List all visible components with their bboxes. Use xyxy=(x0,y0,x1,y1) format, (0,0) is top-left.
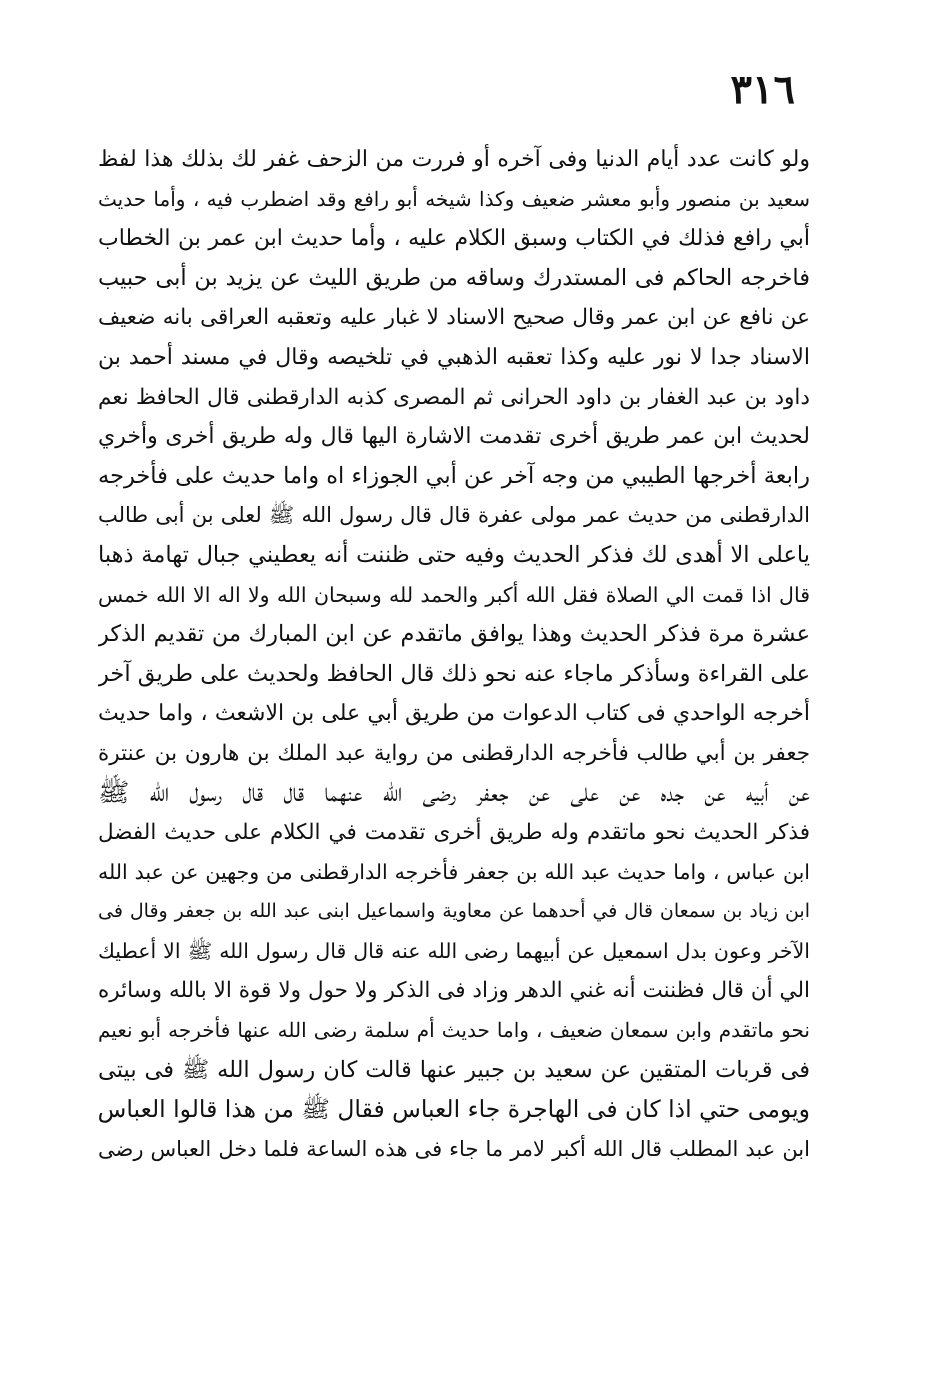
text-line: ابن عباس ، واما حديث عبد الله بن جعفر فأخرجه الدارقطنى من وجهين عن عبد الله xyxy=(98,859,810,884)
text-line: قال اذا قمت الي الصلاة فقل الله أكبر والحمد لله وسبحان الله ولا اله الا الله خمس xyxy=(98,582,810,607)
text-line: لحديث ابن عمر طريق أخرى تقدمت الاشارة اليها قال وله طريق أخرى وأخري xyxy=(98,424,810,450)
text-line: ولو كانت عدد أيام الدنيا وفى آخره أو فررت من الزحف غفر لك بذلك هذا لفظ xyxy=(98,147,810,172)
text-line: أخرجه الواحدي فى كتاب الدعوات من طريق أبي على بن الاشعث ، واما حديث xyxy=(98,701,810,727)
text-line: فذكر الحديث نحو ماتقدم وله طريق أخرى تقدمت في الكلام على حديث الفضل xyxy=(98,820,810,846)
text-line: ابن زياد بن سمعان قال في أحدهما عن معاوية واسماعيل ابنى عبد الله بن جعفر وقال فى xyxy=(98,900,810,923)
text-line: عن نافع عن ابن عمر وقال صحيح الاسناد لا غبار عليه وتعقبه العراقى بانه ضعيف xyxy=(98,305,810,331)
text-line: فى قربات المتقين عن سعيد بن جبير عنها قالت كان رسول الله ﷺ فى بيتى xyxy=(98,1056,810,1083)
text-line: ابن عبد المطلب قال الله أكبر لامر ما جاء فى هذه الساعة فلما دخل العباس رضى xyxy=(98,1136,810,1161)
text-line: فاخرجه الحاكم فى المستدرك وساقه من طريق الليث عن يزيد بن أبى حبيب xyxy=(98,264,810,291)
text-line: على القراءة وسأذكر ماجاء عنه نحو ذلك قال الحافظ ولحديث على طريق آخر xyxy=(98,660,810,687)
page-number: ٣١٦ xyxy=(730,66,795,113)
text-line: رابعة أخرجها الطيبي من وجه آخر عن أبي الجوزاء اه واما حديث على فأخرجه xyxy=(98,462,810,489)
text-line: سعيد بن منصور وأبو معشر ضعيف وكذا شيخه أبو رافع وقد اضطرب فيه ، وأما حديث xyxy=(98,186,810,211)
text-line: الدارقطنى من حديث عمر مولى عفرة قال قال رسول الله ﷺ لعلى بن أبى طالب xyxy=(98,503,810,528)
text-line: الاسناد جدا لا نور عليه وكذا تعقبه الذهبي في تلخيصه وقال في مسند أحمد بن xyxy=(98,344,810,370)
body-text xyxy=(98,140,810,1169)
text-line: أبي رافع فذلك في الكتاب وسبق الكلام عليه ، وأما حديث ابن عمر بن الخطاب xyxy=(98,226,810,252)
text-line: عشرة مرة فذكر الحديث وهذا يوافق ماتقدم عن ابن المبارك من تقديم الذكر xyxy=(98,621,810,648)
text-line: جعفر بن أبي طالب فأخرجه الدارقطنى من رواية عبد الملك بن هارون بن عنترة xyxy=(98,740,810,766)
text-line: ياعلى الا أهدى لك فذكر الحديث وفيه حتى ظننت أنه يعطيني جبال تهامة ذهبا xyxy=(98,541,810,568)
text-line: الآخر وعون بدل اسمعيل عن أبيهما رضى الله عنه قال قال رسول الله ﷺ الا أعطيك xyxy=(98,938,810,963)
text-line: ويومى حتي اذا كان فى الهاجرة جاء العباس فقال ﷺ من هذا قالوا العباس xyxy=(98,1095,810,1124)
text-line: عن أبيه عن جده عن على عن جعفر رضى الله عنهما قال قال رسول الله ﷺ xyxy=(98,777,810,808)
text-line: داود بن عبد الغفار بن داود الحرانى ثم المصرى كذبه الدارقطنى قال الحافظ نعم xyxy=(98,384,810,410)
text-line: نحو ماتقدم وابن سمعان ضعيف ، واما حديث أم سلمة رضى الله عنها فأخرجه أبو نعيم xyxy=(98,1018,810,1043)
text-line: الي أن قال فظننت أنه غني الدهر وزاد فى الذكر ولا حول ولا قوة الا بالله وسائره xyxy=(98,978,810,1004)
